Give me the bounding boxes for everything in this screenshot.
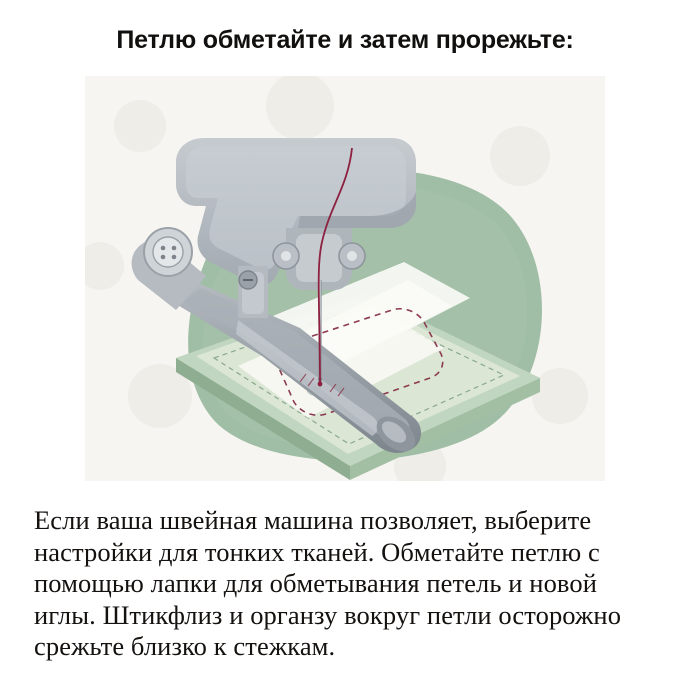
caption-text: Если ваша швейная машина позволяет, выберите настройки для тонких тканей. Обметайте петлю с помощью лапки для обметывания петель и новой иглы. Штикфлиз и органзу вокруг петли осторожно срежьте близко к стежкам. [34, 505, 622, 661]
thread-stitch-dots [318, 382, 323, 387]
page-title: Петлю обметайте и затем прорежьте: [116, 26, 574, 54]
sewing-machine-buttonhole-illustration [0, 66, 690, 491]
instruction-caption [34, 505, 658, 663]
presser-foot-bar [238, 266, 268, 318]
